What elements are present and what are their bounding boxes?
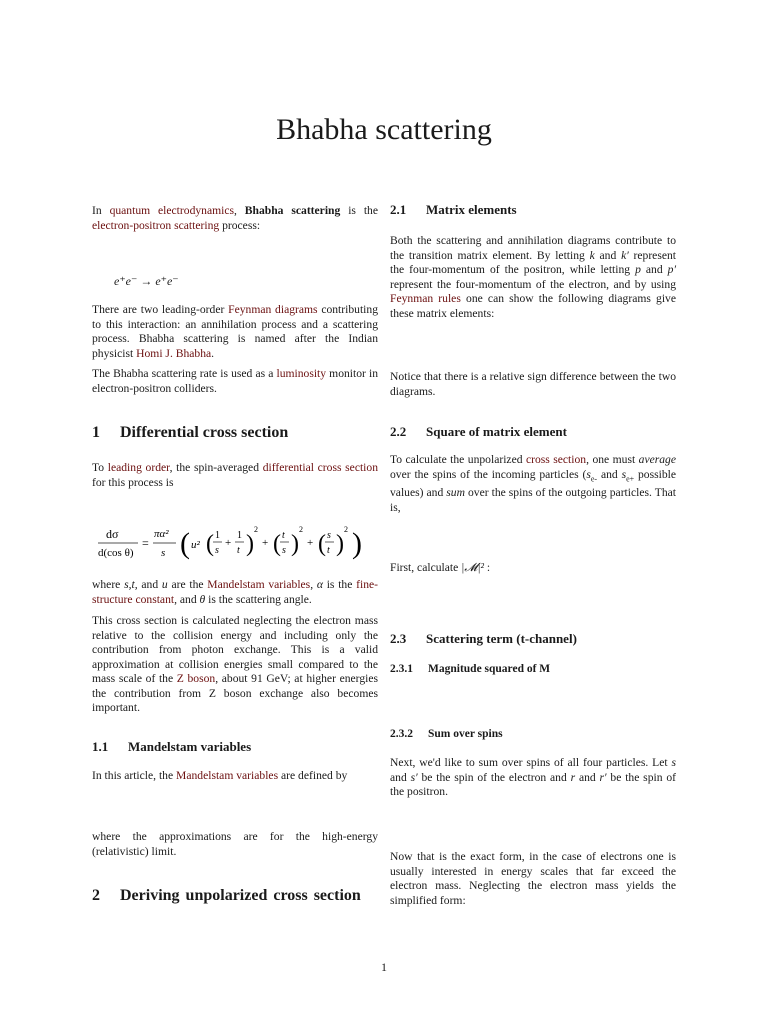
- section-2-3-1-heading: [390, 662, 676, 676]
- math-u: u: [161, 578, 168, 591]
- section-1-heading: [92, 423, 378, 443]
- eq-pi-alpha: πα²: [154, 528, 169, 540]
- eq-one: 1: [215, 530, 220, 541]
- where-paragraph: [92, 578, 378, 607]
- link-mandelstam-variables[interactable]: Mandelstam variables: [176, 769, 279, 782]
- link-leading-order[interactable]: leading order: [107, 461, 170, 474]
- eq-plus: +: [225, 537, 232, 549]
- text: and: [640, 263, 668, 276]
- page-number: 1: [381, 960, 387, 974]
- mandelstam-paragraph: [92, 769, 378, 784]
- link-luminosity[interactable]: luminosity: [276, 367, 327, 380]
- emphasis-sum: sum: [446, 486, 465, 500]
- text: possible values) and: [390, 467, 677, 500]
- eq-s: s: [161, 547, 166, 559]
- eq-t: t: [282, 530, 285, 541]
- link-fine-structure-constant[interactable]: fine-structure constant: [92, 578, 379, 606]
- section-2-2-heading: [390, 424, 676, 440]
- section-number: 2.3.1: [390, 663, 413, 675]
- math-k-prime: k′: [621, 248, 629, 262]
- math-sub: e+: [626, 473, 635, 483]
- link-electron-positron-scattering[interactable]: electron-positron scattering: [92, 218, 220, 232]
- text: In this article, the: [92, 769, 177, 782]
- section-title: Sum over spins: [428, 728, 503, 740]
- math-theta: θ: [199, 592, 206, 606]
- sum-spins-paragraph: [390, 756, 676, 800]
- text: , the spin-averaged: [169, 461, 263, 474]
- square-paragraph: [390, 453, 676, 515]
- text: be the spin of the electron and: [417, 770, 571, 784]
- text: be the spin of the positron.: [390, 770, 676, 798]
- eq-t: t: [237, 545, 240, 556]
- section-number: 2.2: [390, 424, 407, 439]
- section-title: Differential cross section: [120, 424, 289, 441]
- eq-plus: +: [262, 537, 269, 549]
- text: contributing to this interaction: an annihilation process and a scattering process. Bhabha scattering is named after the Indian physicist: [92, 303, 378, 360]
- section-number: 2.3: [390, 631, 407, 646]
- section-2-1-heading: [390, 202, 676, 218]
- section-title: Matrix elements: [426, 202, 517, 217]
- text: First, calculate: [390, 561, 462, 574]
- section-number: 2: [92, 887, 100, 904]
- text: Both the scattering and annihilation diagrams contribute to the transition matrix element. By letting: [390, 234, 676, 262]
- bold-term: Bhabha scattering: [244, 204, 341, 217]
- link-feynman-diagrams[interactable]: Feynman diagrams: [228, 303, 318, 316]
- section-title: Deriving unpolarized cross section: [120, 887, 361, 904]
- feynman-paragraph: [92, 303, 378, 361]
- text: represent the four-momentum of the positron, while letting: [390, 248, 677, 276]
- eq-paren-close-inner: ): [246, 531, 254, 557]
- eq-square: 2: [254, 525, 258, 534]
- text: process:: [219, 218, 261, 232]
- math-r: r: [570, 770, 576, 784]
- section-1-paragraph: [92, 461, 378, 490]
- emphasis-average: average: [638, 453, 676, 466]
- link-feynman-rules[interactable]: Feynman rules: [390, 292, 461, 305]
- section-title: Square of matrix element: [426, 424, 567, 439]
- eq-paren-open-inner: (: [206, 531, 214, 557]
- text: monitor in electron-positron colliders.: [92, 367, 379, 395]
- text: and: [137, 578, 162, 591]
- text: There are two leading-order: [92, 303, 229, 316]
- math-vars: s,t,: [124, 578, 138, 591]
- text: is the: [340, 204, 378, 217]
- link-differential-cross-section[interactable]: differential cross section: [262, 461, 378, 474]
- section-title: Mandelstam variables: [128, 739, 252, 754]
- math-alpha: α: [316, 578, 323, 591]
- math-k: k: [589, 248, 595, 262]
- text: are the: [167, 578, 208, 591]
- eq-s: s: [327, 530, 331, 541]
- calculation-paragraph: [92, 614, 378, 716]
- section-title: Magnitude squared of M: [428, 663, 551, 675]
- section-number: 2.1: [390, 202, 407, 217]
- math-p: p: [635, 263, 641, 276]
- text: one can show the following diagrams give these matrix elements:: [390, 292, 676, 320]
- text: , and: [174, 592, 200, 606]
- text: over the spins of the incoming particles (: [390, 467, 587, 481]
- section-number: 1: [92, 424, 100, 441]
- intro-paragraph: [92, 204, 378, 233]
- eq-paren-open: (: [180, 527, 190, 560]
- text: over the spins of the outgoing particles. That is,: [390, 486, 676, 514]
- text: Next, we'd like to sum over spins of all four particles. Let: [390, 756, 672, 769]
- eq-square: 2: [299, 525, 303, 534]
- text: , one must: [586, 453, 639, 466]
- approximation-paragraph: where the approximations are for the high-energy (relativistic) limit.: [92, 830, 378, 858]
- text: and: [390, 770, 411, 784]
- eq-u-squared: u²: [191, 539, 200, 551]
- eq-one: 1: [237, 530, 242, 541]
- process-equation: e⁺e⁻ → e⁺e⁻: [114, 274, 179, 288]
- text: represent the four-momentum of the electron, and by using: [390, 277, 676, 291]
- section-title: Scattering term (t-channel): [426, 631, 577, 646]
- section-number: 2.3.2: [390, 728, 413, 740]
- link-mandelstam-variables[interactable]: Mandelstam variables: [207, 578, 311, 591]
- text: and: [594, 248, 622, 262]
- text: is the: [322, 578, 357, 591]
- math-p-prime: p′: [667, 263, 676, 276]
- eq-paren-close-inner: ): [336, 531, 344, 557]
- link-cross-section[interactable]: cross section: [525, 453, 587, 466]
- cross-section-equation: [98, 522, 380, 566]
- eq-square: 2: [344, 525, 348, 534]
- first-calculate-paragraph: [390, 561, 676, 576]
- eq-dcos: d(cos θ): [98, 547, 134, 559]
- math-s: s: [621, 467, 627, 481]
- link-z-boson[interactable]: Z boson: [176, 672, 216, 685]
- equation-svg: [98, 522, 380, 566]
- math-m-squared: |𝓜|²: [461, 561, 484, 574]
- section-number: 1.1: [92, 739, 109, 754]
- link-homi-bhabha[interactable]: Homi J. Bhabha: [136, 346, 212, 360]
- text: is the scattering angle.: [205, 592, 312, 606]
- matrix-elements-paragraph: [390, 234, 676, 321]
- eq-s: s: [215, 545, 219, 556]
- text: and: [597, 467, 622, 481]
- math-s-prime: s′: [410, 770, 418, 784]
- eq-paren-open-inner: (: [273, 531, 281, 557]
- text: To: [92, 461, 108, 474]
- section-1-1-heading: [92, 739, 378, 755]
- text: ,: [310, 578, 317, 591]
- section-2-heading: [92, 886, 378, 906]
- section-2-3-heading: [390, 631, 676, 647]
- math-s: s: [671, 756, 676, 769]
- notice-paragraph: Notice that there is a relative sign difference between the two diagrams.: [390, 370, 676, 398]
- section-2-3-2-heading: [390, 727, 676, 741]
- text: .: [211, 346, 215, 360]
- text: where: [92, 578, 125, 591]
- math-r-prime: r′: [599, 770, 607, 784]
- math-sub: e-: [590, 473, 598, 483]
- eq-s: s: [282, 545, 286, 556]
- eq-equals: =: [142, 536, 149, 550]
- text: ,: [234, 204, 245, 217]
- eq-t: t: [327, 545, 330, 556]
- text: and: [575, 770, 600, 784]
- eq-plus: +: [307, 537, 314, 549]
- page-title: Bhabha scattering: [276, 113, 492, 146]
- text: for this process is: [92, 475, 174, 489]
- eq-dsigma: dσ: [106, 527, 119, 541]
- text: , about 91 GeV; at higher energies the contribution from Z boson exchange also becomes important.: [92, 672, 379, 714]
- text: This cross section is calculated neglecting the electron mass relative to the collision energy and including only the contribution from photon exchange. This is a valid approximation at collision energies small compared to the mass scale of the: [92, 614, 378, 685]
- eq-paren-close-inner: ): [291, 531, 299, 557]
- math-s: s: [586, 467, 591, 481]
- eq-paren-close: ): [352, 527, 362, 560]
- eq-paren-open-inner: (: [318, 531, 326, 557]
- text: To calculate the unpolarized: [390, 453, 526, 466]
- luminosity-paragraph: [92, 367, 378, 396]
- exact-form-paragraph: Now that is the exact form, in the case of electrons one is usually interested in energy scales that far exceed the electron mass. Neglecting the electron mass yields the simplified form:: [390, 850, 676, 907]
- link-quantum-electrodynamics[interactable]: quantum electrodynamics: [109, 204, 234, 217]
- text: The Bhabha scattering rate is used as a: [92, 367, 277, 380]
- text: In: [92, 204, 110, 217]
- text: are defined by: [278, 769, 348, 782]
- text: :: [484, 561, 491, 574]
